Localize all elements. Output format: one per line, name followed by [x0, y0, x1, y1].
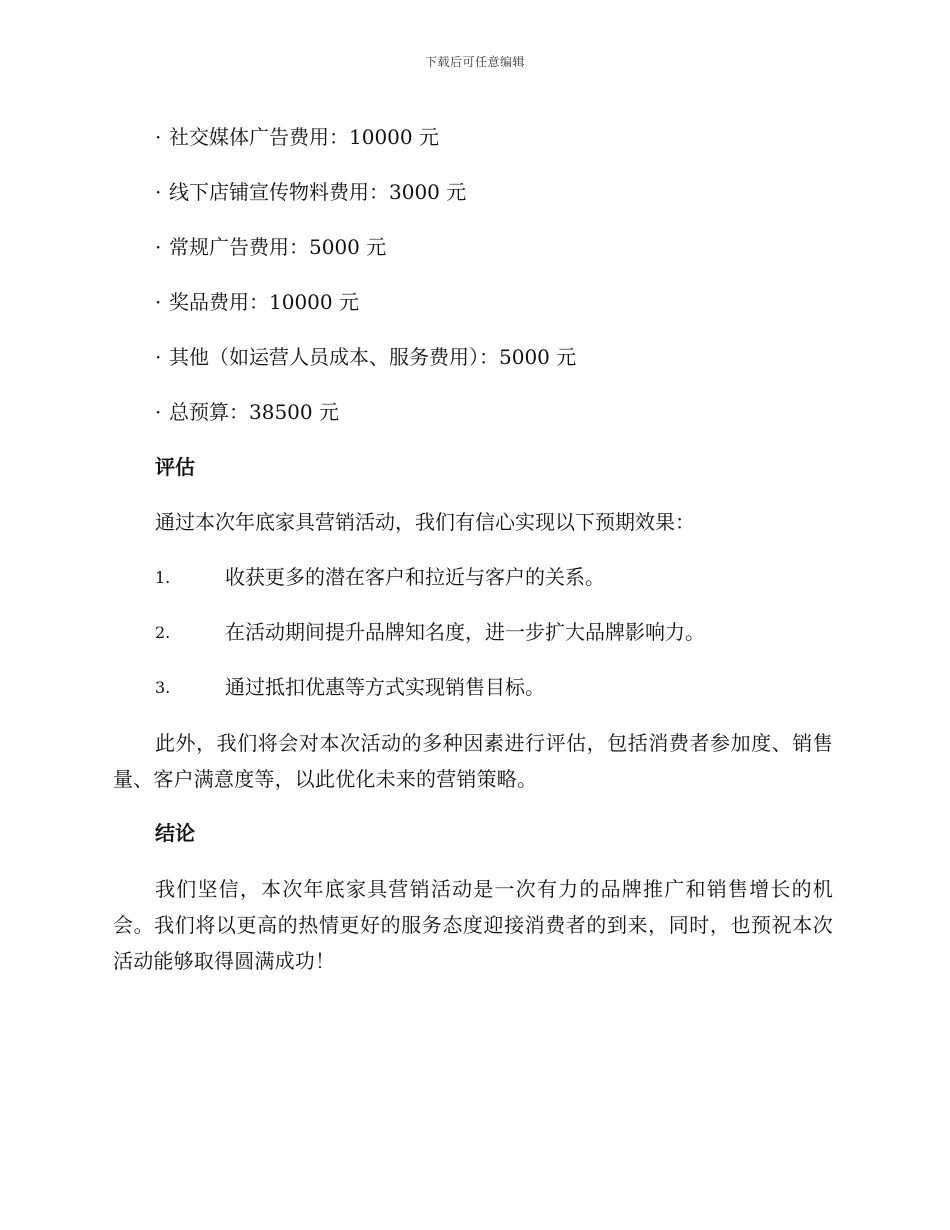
budget-item [113, 165, 833, 220]
item-text: 通过抵扣优惠等方式实现销售目标。 [225, 675, 545, 699]
budget-total [113, 385, 833, 440]
budget-item-text: 常规广告费用：5000 元 [169, 235, 387, 259]
budget-item-text: 社交媒体广告费用：10000 元 [169, 125, 439, 149]
item-number: 3. [155, 678, 171, 697]
bullet-icon: · [155, 125, 162, 149]
evaluation-item [113, 605, 833, 660]
item-number: 2. [155, 623, 171, 642]
evaluation-heading: 评估 [155, 455, 195, 479]
bullet-icon: · [155, 235, 162, 259]
conclusion-heading: 结论 [155, 821, 195, 845]
budget-item-text: 线下店铺宣传物料费用：3000 元 [169, 180, 467, 204]
evaluation-item [113, 660, 833, 715]
evaluation-list [113, 550, 833, 715]
evaluation-intro: 通过本次年底家具营销活动，我们有信心实现以下预期效果： [155, 510, 695, 534]
evaluation-item [113, 550, 833, 605]
conclusion-text: 我们坚信，本次年底家具营销活动是一次有力的品牌推广和销售增长的机会。我们将以更高的热情更好的服务态度迎接消费者的到来，同时，也预祝本次活动能够取得圆满成功！ [113, 877, 833, 973]
item-number: 1. [155, 568, 171, 587]
budget-item-text: 奖品费用：10000 元 [169, 290, 359, 314]
budget-item [113, 330, 833, 385]
document-body [113, 110, 833, 988]
bullet-icon: · [155, 180, 162, 204]
evaluation-closing: 此外，我们将会对本次活动的多种因素进行评估，包括消费者参加度、销售量、客户满意度等，以此优化未来的营销策略。 [113, 731, 833, 791]
budget-item [113, 110, 833, 165]
bullet-icon: · [155, 400, 162, 424]
budget-item-text: 其他（如运营人员成本、服务费用）：5000 元 [169, 345, 577, 369]
bullet-icon: · [155, 290, 162, 314]
item-text: 在活动期间提升品牌知名度，进一步扩大品牌影响力。 [225, 620, 705, 644]
item-text: 收获更多的潜在客户和拉近与客户的关系。 [225, 565, 605, 589]
header-note: 下载后可任意编辑 [424, 55, 525, 69]
budget-item [113, 220, 833, 275]
budget-total-text: 总预算：38500 元 [169, 400, 339, 424]
budget-list [113, 110, 833, 440]
budget-item [113, 275, 833, 330]
bullet-icon: · [155, 345, 162, 369]
